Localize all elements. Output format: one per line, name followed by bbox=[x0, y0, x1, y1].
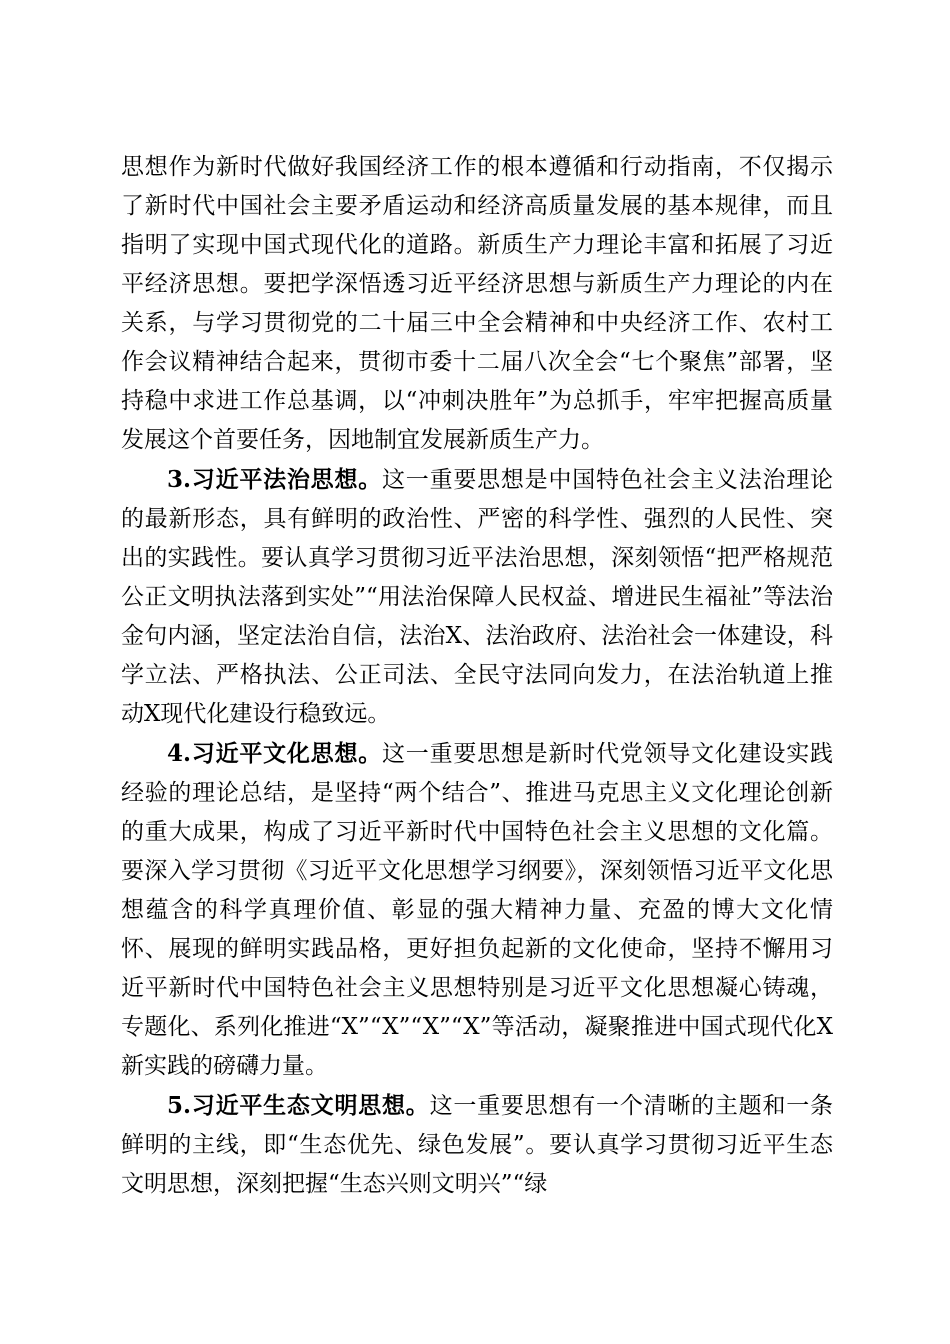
paragraph-body: 思想作为新时代做好我国经济工作的根本遵循和行动指南，不仅揭示了新时代中国社会主要矛盾运动和经济高质量发展的基本规律，而且指明了实现中国式现代化的道路。新质生产力理论丰富和拓展了习近平经济思想。要把学深悟透习近平经济思想与新质生产力理论的内在关系，与学习贯彻党的二十届三中全会精神和中央经济工作、农村工作会议精神结合起来，贯彻市委十二届八次全会“七个聚焦”部署，坚持稳中求进工作总基调，以“冲刺决胜年”为总抓手，牢牢把握高质量发展这个首要任务，因地制宜发展新质生产力。 bbox=[121, 154, 833, 453]
document-page bbox=[121, 148, 833, 1204]
paragraph-body: 这一重要思想有一个清晰的主题和一条鲜明的主线，即“生态优先、绿色发展”。要认真学习贯彻习近平生态文明思想，深刻把握“生态兴则文明兴”“绿 bbox=[121, 1093, 833, 1197]
paragraph-ecology bbox=[121, 1086, 833, 1204]
section-heading: 5.习近平生态文明思想。 bbox=[167, 1092, 430, 1119]
paragraph-body: 这一重要思想是中国特色社会主义法治理论的最新形态，具有鲜明的政治性、严密的科学性、强烈的人民性、突出的实践性。要认真学习贯彻习近平法治思想，深刻领悟“把严格规范公正文明执法落到实处”“用法治保障人民权益、增进民生福祉”等法治金句内涵，坚定法治自信，法治X、法治政府、法治社会一体建设，科学立法、严格执法、公正司法、全民守法同向发力，在法治轨道上推动X现代化建设行稳致远。 bbox=[121, 467, 834, 727]
paragraph-rule-of-law bbox=[121, 460, 833, 734]
paragraph-culture bbox=[121, 734, 833, 1086]
paragraph-body: 这一重要思想是新时代党领导文化建设实践经验的理论总结，是坚持“两个结合”、推进马克思主义文化理论创新的重大成果，构成了习近平新时代中国特色社会主义思想的文化篇。要深入学习贯彻《习近平文化思想学习纲要》，深刻领悟习近平文化思想蕴含的科学真理价值、彰显的强大精神力量、充盈的博大文化情怀、展现的鲜明实践品格，更好担负起新的文化使命，坚持不懈用习近平新时代中国特色社会主义思想特别是习近平文化思想凝心铸魂，专题化、系列化推进“X”“X”“X”“X”等活动，凝聚推进中国式现代化X新实践的磅礴力量。 bbox=[121, 741, 834, 1079]
section-heading: 4.习近平文化思想。 bbox=[167, 740, 383, 767]
paragraph-continuation bbox=[121, 148, 833, 460]
section-heading: 3.习近平法治思想。 bbox=[167, 466, 383, 493]
